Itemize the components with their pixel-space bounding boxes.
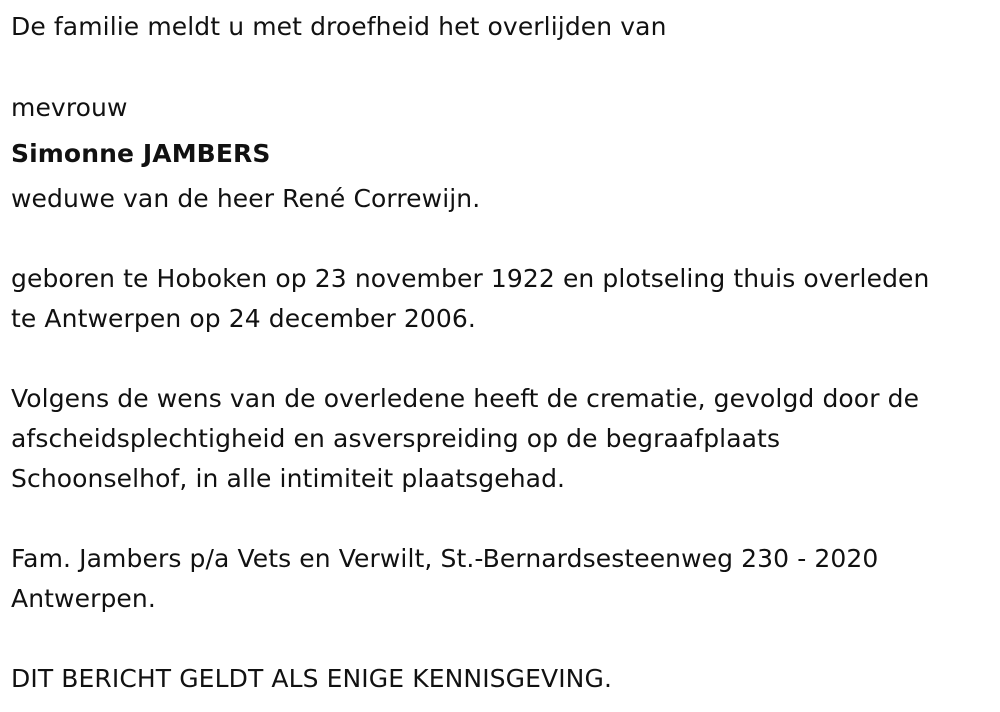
ceremony-line-1: Volgens de wens van de overledene heeft de crematie, gevolgd door de bbox=[11, 384, 920, 413]
closing-text: DIT BERICHT GELDT ALS ENIGE KENNISGEVING. bbox=[11, 664, 612, 693]
spacer bbox=[11, 619, 986, 659]
intro-text: De familie meldt u met droefheid het overlijden van bbox=[11, 12, 667, 41]
death-notice bbox=[11, 7, 986, 699]
deceased-name: Simonne JAMBERS bbox=[11, 139, 271, 168]
spacer bbox=[11, 47, 986, 87]
spacer bbox=[11, 339, 986, 379]
ceremony-line-3: Schoonselhof, in alle intimiteit plaatsgehad. bbox=[11, 464, 566, 493]
address-line-1: Fam. Jambers p/a Vets en Verwilt, St.-Bernardsesteenweg 230 - 2020 bbox=[11, 544, 879, 573]
honorific: mevrouw bbox=[11, 93, 128, 122]
birth-death-line-1: geboren te Hoboken op 23 november 1922 en plotseling thuis overleden bbox=[11, 264, 930, 293]
address-line-2: Antwerpen. bbox=[11, 584, 156, 613]
spacer bbox=[11, 499, 986, 539]
spacer bbox=[11, 219, 986, 259]
ceremony-line-2: afscheidsplechtigheid en asverspreiding op de begraafplaats bbox=[11, 424, 781, 453]
birth-death-line-2: te Antwerpen op 24 december 2006. bbox=[11, 304, 476, 333]
relation-text: weduwe van de heer René Correwijn. bbox=[11, 184, 481, 213]
